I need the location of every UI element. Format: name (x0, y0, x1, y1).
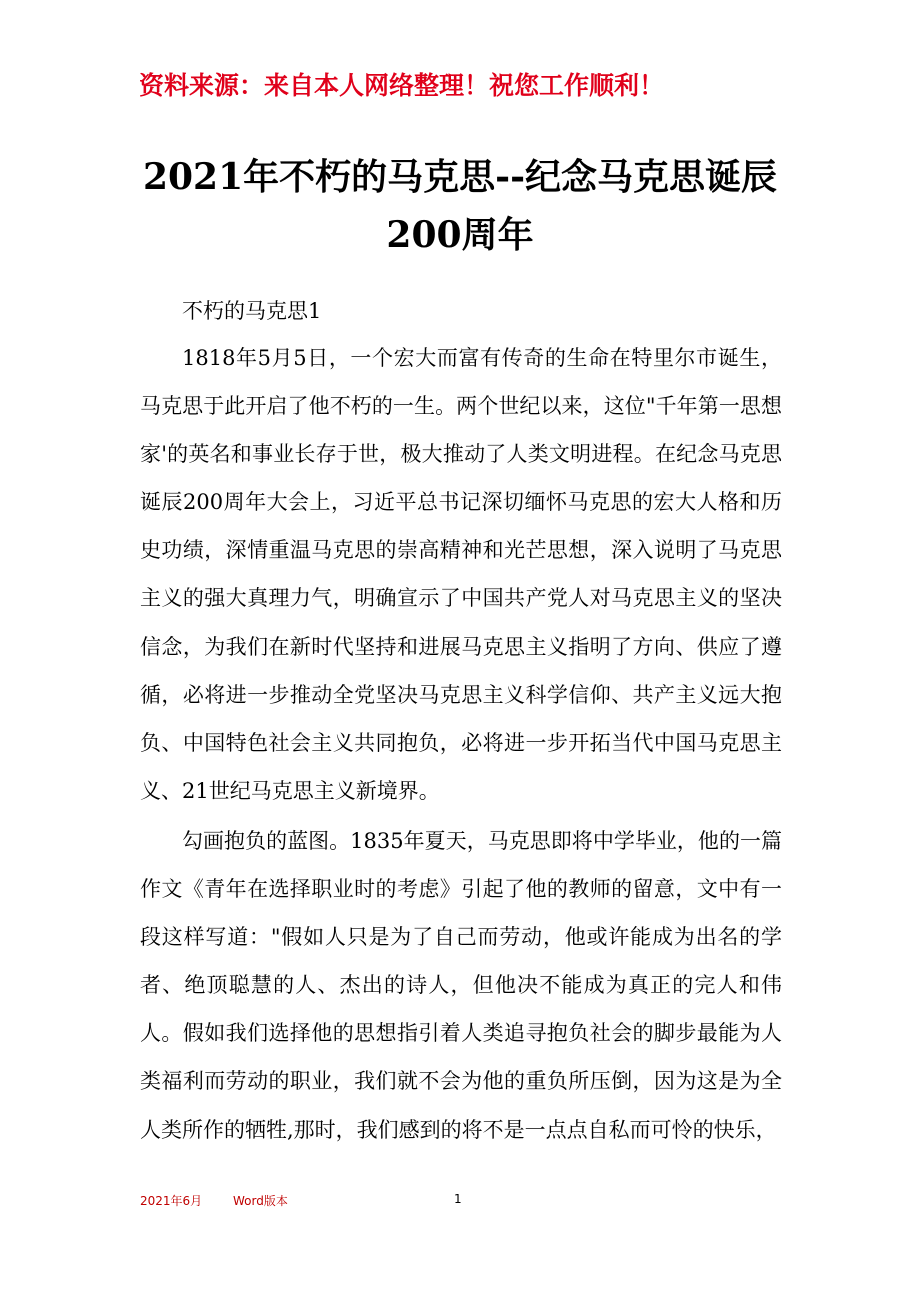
page-number: 1 (454, 1192, 462, 1206)
body-paragraph-1: 1818年5月5日，一个宏大而富有传奇的生命在特里尔市诞生，马克思于此开启了他不朽的一生。两个世纪以来，这位"千年第一思想家'的英名和事业长存于世，极大推动了人类文明进程。在纪念马克思诞辰200周年大会上，习近平总书记深切缅怀马克思的宏大人格和历史功绩，深情重温马克思的崇高精神和光芒思想，深入说明了马克思主义的强大真理力气，明确宣示了中国共产党人对马克思主义的坚决信念，为我们在新时代坚持和进展马克思主义指明了方向、供应了遵循，必将进一步推动全党坚决马克思主义科学信仰、共产主义远大抱负、中国特色社会主义共同抱负，必将进一步开拓当代中国马克思主义、21世纪马克思主义新境界。 (140, 346, 782, 803)
footer-version: Word版本 (233, 1194, 288, 1208)
page-title: 2021年不朽的马克思--纪念马克思诞辰200周年 (142, 156, 778, 256)
source-banner: 资料来源：来自本人网络整理！祝您工作顺利！ (139, 71, 665, 100)
footer-date: 2021年6月 (140, 1194, 203, 1208)
body-paragraph-2: 勾画抱负的蓝图。1835年夏天，马克思即将中学毕业，他的一篇作文《青年在选择职业时的考虑》引起了他的教师的留意，文中有一段这样写道："假如人只是为了自己而劳动，他或许能成为出名的学者、绝顶聪慧的人、杰出的诗人，但他决不能成为真正的完人和伟人。假如我们选择他的思想指引着人类追寻抱负社会的脚步最能为人类福利而劳动的职业，我们就不会为他的重负所压倒，因为这是为全人类所作的牺牲,那时，我们感到的将不是一点点自私而可怜的快乐， (140, 829, 782, 1142)
section-heading: 不朽的马克思1 (182, 299, 322, 323)
